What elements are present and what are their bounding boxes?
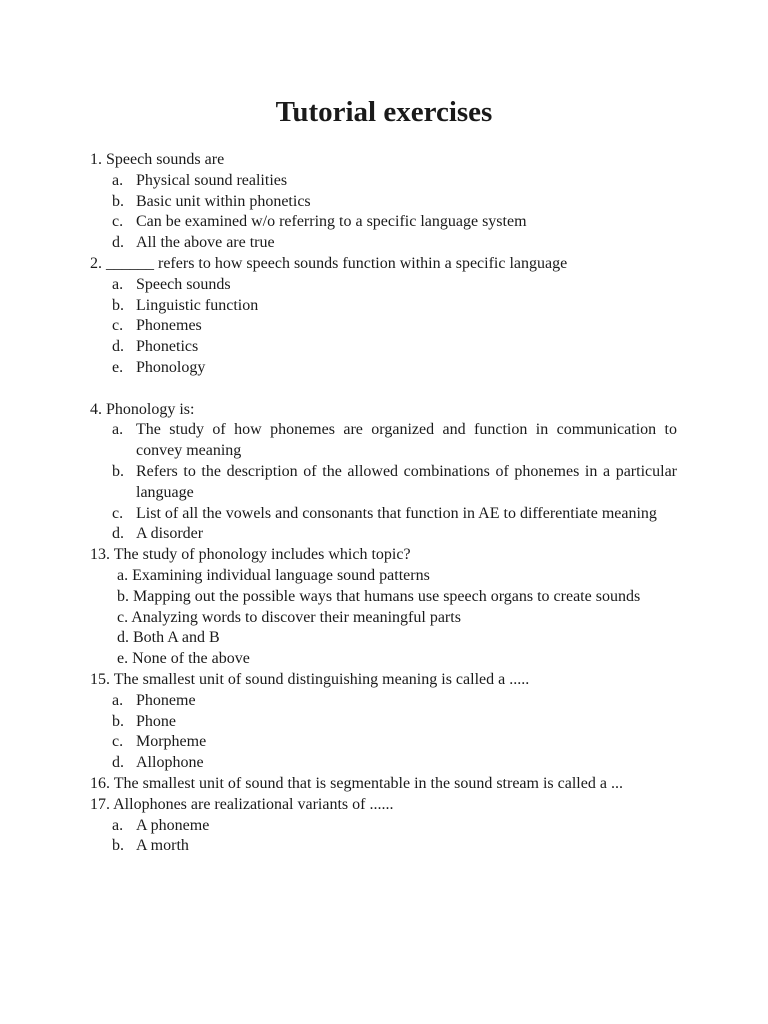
option-text: Phone — [136, 712, 176, 730]
question-17 — [90, 795, 677, 857]
option-marker: a. — [112, 816, 124, 834]
question-13 — [90, 545, 677, 670]
option-text: Phonetics — [136, 338, 199, 356]
question-text: 4. Phonology is: — [90, 400, 195, 418]
option-item: a. Examining individual language sound patterns — [117, 566, 430, 584]
option-marker: e. — [112, 358, 124, 376]
option-item — [90, 233, 677, 254]
option-marker: a. — [112, 171, 124, 189]
option-item — [90, 296, 677, 317]
option-marker: c. — [112, 733, 124, 751]
question-text: 13. The study of phonology includes which topic? — [90, 546, 411, 564]
option-text: Phonemes — [136, 317, 202, 335]
question-text: 2. ______ refers to how speech sounds function within a specific language — [90, 254, 568, 272]
option-list — [90, 171, 677, 254]
option-text: All the above are true — [136, 234, 275, 252]
option-item: b. Mapping out the possible ways that humans use speech organs to create sounds — [117, 587, 641, 605]
option-item — [90, 358, 677, 379]
option-marker: d. — [112, 338, 124, 356]
option-item — [90, 337, 677, 358]
question-4 — [90, 400, 677, 546]
question-text: 15. The smallest unit of sound distinguishing meaning is called a ..... — [90, 670, 530, 688]
question-1 — [90, 150, 677, 254]
option-text: Speech sounds — [136, 275, 231, 293]
option-marker: b. — [112, 296, 124, 314]
option-text: Can be examined w/o referring to a specific language system — [136, 213, 527, 231]
option-marker: a. — [112, 691, 124, 709]
option-list — [90, 691, 677, 774]
question-text: 16. The smallest unit of sound that is segmentable in the sound stream is called a ... — [90, 774, 623, 792]
option-item: c. Analyzing words to discover their meaningful parts — [117, 608, 461, 626]
option-marker: a. — [112, 275, 124, 293]
option-marker: b. — [112, 462, 124, 480]
option-item — [90, 275, 677, 296]
option-marker: d. — [112, 525, 124, 543]
option-item — [90, 524, 677, 545]
option-text: A phoneme — [136, 816, 210, 834]
option-item — [90, 171, 677, 192]
option-text: Phoneme — [136, 691, 196, 709]
page-title: Tutorial exercises — [275, 96, 493, 128]
question-16 — [90, 774, 677, 795]
option-text: List of all the vowels and consonants that function in AE to differentiate meaning — [136, 504, 657, 522]
option-marker: b. — [112, 712, 124, 730]
question-text: 17. Allophones are realizational variants of ...... — [90, 795, 394, 813]
option-text: The study of how phonemes are organized and function in communication to convey meaning — [136, 421, 677, 460]
option-marker: b. — [112, 837, 124, 855]
option-marker: d. — [112, 754, 124, 772]
option-marker: c. — [112, 213, 124, 231]
option-item: e. None of the above — [117, 650, 250, 668]
exercise-list — [90, 150, 677, 857]
option-list — [90, 816, 677, 858]
option-text: Linguistic function — [136, 296, 259, 314]
option-item — [90, 712, 677, 733]
option-text: Refers to the description of the allowed combinations of phonemes in a particular language — [136, 462, 677, 501]
option-marker: b. — [112, 192, 124, 210]
option-text: Basic unit within phonetics — [136, 192, 311, 210]
option-item — [90, 816, 677, 837]
option-item — [90, 504, 677, 525]
option-item — [90, 420, 677, 462]
option-marker: c. — [112, 504, 124, 522]
option-item — [90, 192, 677, 213]
option-marker: d. — [112, 234, 124, 252]
option-item — [90, 212, 677, 233]
option-marker: c. — [112, 317, 124, 335]
question-text: 1. Speech sounds are — [90, 151, 225, 168]
option-list — [90, 275, 677, 379]
option-item — [90, 316, 677, 337]
option-marker: a. — [112, 421, 124, 439]
option-item — [90, 836, 677, 857]
option-item — [90, 753, 677, 774]
option-text: Phonology — [136, 358, 206, 376]
option-item — [90, 732, 677, 753]
question-15 — [90, 670, 677, 774]
option-item — [90, 691, 677, 712]
option-text: A morth — [136, 837, 189, 855]
option-text: A disorder — [136, 525, 204, 543]
option-text: Morpheme — [136, 733, 207, 751]
question-2 — [90, 254, 677, 379]
option-item — [90, 462, 677, 504]
option-text: Allophone — [136, 754, 204, 772]
blank-line — [90, 379, 677, 400]
option-item: d. Both A and B — [117, 629, 220, 647]
option-list — [90, 420, 677, 545]
option-text: Physical sound realities — [136, 171, 288, 189]
